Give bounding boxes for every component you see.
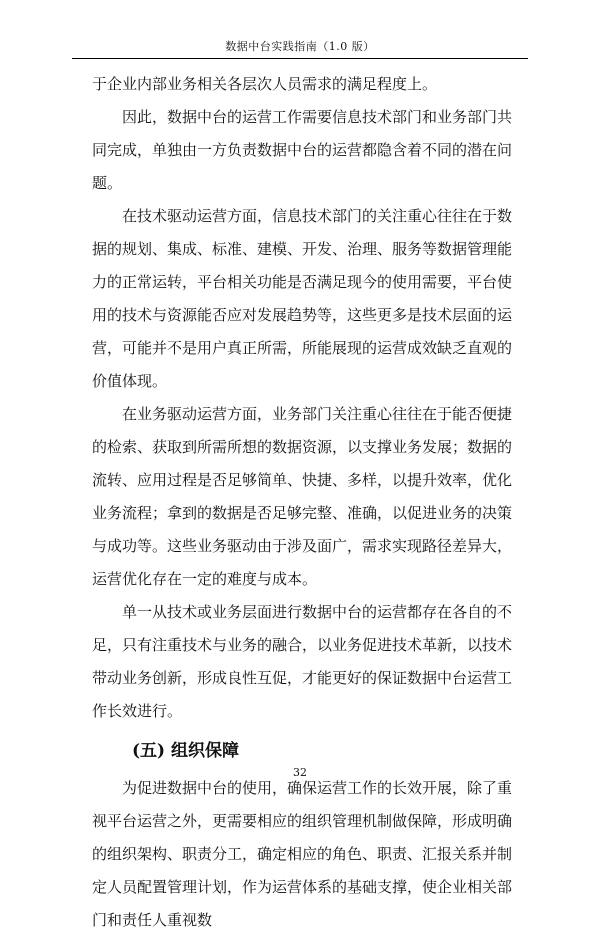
paragraph-continuation: 于企业内部业务相关各层次人员需求的满足程度上。 — [92, 75, 438, 93]
paragraph-technology-driven: 在技术驱动运营方面，信息技术部门的关注重心往往在于数据的规划、集成、标准、建模、开发、治理、服务等数据管理能力的正常运转，平台相关功能是否满足现今的使用需要，平台使用的技术与资源能否应对发展趋势等，这些更多是技术层面的运营，可能并不是用户真正所需，所能展现的运营成效缺乏直观的价值体现。 — [92, 207, 513, 390]
paragraph-business-driven: 在业务驱动运营方面，业务部门关注重心往往在于能否便捷的检索、获取到所需所想的数据资源，以支撑业务发展；数据的流转、应用过程是否足够简单、快捷、多样，以提升效率，优化业务流程；拿到的数据是否足够完整、准确，以促进业务的决策与成功等。这些业务驱动由于涉及面广，需求实现路径差异大，运营优化存在一定的难度与成本。 — [92, 405, 513, 588]
paragraph-joint-operation: 因此，数据中台的运营工作需要信息技术部门和业务部门共同完成，单独由一方负责数据中台的运营都隐含着不同的潜在问题。 — [92, 108, 513, 192]
paragraph-organization: 为促进数据中台的使用，确保运营工作的长效开展，除了重视平台运营之外，更需要相应的组织管理机制做保障，形成明确的组织架构、职责分工，确定相应的角色、职责、汇报关系并制定人员配置管理计划，作为运营体系的基础支撑，使企业相关部门和责任人重视数 — [92, 779, 513, 929]
page-body — [92, 68, 512, 937]
page-number: 32 — [293, 766, 307, 779]
running-header: 数据中台实践指南（1.0 版） — [72, 38, 528, 59]
paragraph-integration: 单一从技术或业务层面进行数据中台的运营都存在各自的不足，只有注重技术与业务的融合，以业务促进技术革新，以技术带动业务创新，形成良性互促，才能更好的保证数据中台运营工作长效进行。 — [92, 603, 513, 720]
section-heading: (五) 组织保障 — [132, 741, 240, 761]
